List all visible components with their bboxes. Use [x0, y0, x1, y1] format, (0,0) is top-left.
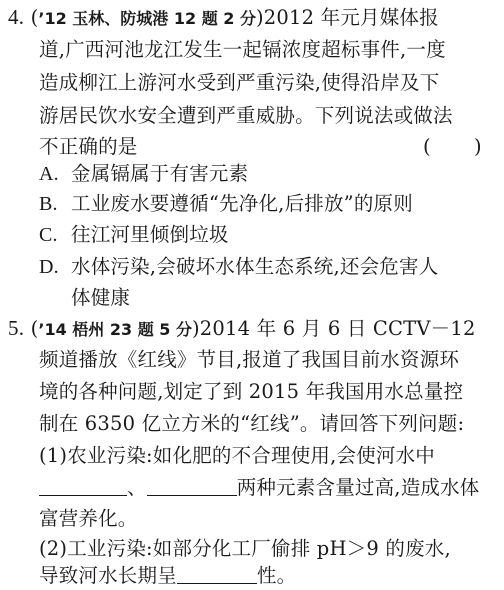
q5-source: ’14 梧州 23 题 5 分 — [38, 320, 192, 339]
q4-stem-line3: 造成柳江上游河水受到严重污染,使得沿岸及下 — [39, 71, 440, 94]
q4-number: 4. — [8, 5, 25, 29]
q4-stem-line2: 道,广西河池龙江发生一起镉浓度超标事件,一度 — [39, 38, 446, 61]
q5-source-open: ( — [30, 317, 39, 340]
q5-stem-line1: 2014 年 6 月 6 日 CCTV－12 — [199, 317, 476, 340]
q5-sub2-line1: (2)工业污染:如部分化工厂偷排 pH＞9 的废水, — [39, 537, 451, 560]
q4-source-open: ( — [30, 6, 39, 29]
q5-sub2-tail: 性。 — [256, 564, 297, 587]
q4-option-b — [39, 190, 413, 218]
q5-sub1-line3: 富营养化。 — [39, 507, 138, 530]
q4-stem-line1: 2012 年元月媒体报 — [263, 6, 439, 29]
q5-sub1-line2 — [39, 474, 480, 502]
q4-option-d-letter: D. — [39, 256, 59, 278]
q4-answer-paren-close: ) — [474, 135, 482, 158]
q4-source-close: ) — [255, 6, 264, 29]
q4-option-b-letter: B. — [39, 193, 58, 215]
q4-option-b-text: 工业废水要遵循“先净化,后排放”的原则 — [71, 192, 413, 215]
q5-stem-line2: 频道播放《红线》节目,报道了我国目前水资源环 — [39, 348, 460, 371]
q4-option-d-text-cont: 体健康 — [71, 286, 131, 309]
q5-stem-line4: 制在 6350 亿立方米的“红线”。请回答下列问题: — [39, 412, 465, 435]
q4-option-a — [39, 160, 248, 188]
q4-option-d-text: 水体污染,会破坏水体生态系统,还会危害人 — [71, 255, 439, 278]
q5-sub2-blank[interactable] — [177, 563, 257, 584]
q5-sub2-line2 — [39, 562, 296, 590]
q4-header-line — [8, 3, 439, 33]
q5-sub2-head: 导致河水长期呈 — [39, 564, 177, 587]
q4-stem-line4: 游居民饮水安全遭到严重威胁。下列说法或做法 — [39, 104, 453, 127]
q5-source-close: ) — [191, 317, 200, 340]
q5-number: 5. — [8, 316, 25, 340]
q5-header-line — [8, 314, 476, 344]
q4-option-a-text: 金属镉属于有害元素 — [71, 162, 249, 185]
q4-option-a-letter: A. — [39, 163, 59, 185]
q4-stem-line5: 不正确的是 — [39, 135, 138, 158]
q5-sub1-separator: 、 — [127, 476, 147, 499]
q4-option-c-text: 往江河里倾倒垃圾 — [71, 223, 229, 246]
q5-stem-line3: 境的各种问题,划定了到 2015 年我国用水总量控 — [39, 380, 464, 403]
q4-source: ’12 玉林、防城港 12 题 2 分 — [38, 9, 256, 28]
q5-sub1-blank-1[interactable] — [39, 475, 127, 496]
q5-sub1-tail: 两种元素含量过高,造成水体 — [236, 476, 480, 499]
q4-option-d — [39, 253, 438, 281]
q4-answer-paren-open: ( — [423, 135, 431, 158]
q4-option-c-letter: C. — [39, 224, 58, 246]
q4-option-c — [39, 221, 229, 249]
q5-sub1-line1: (1)农业污染:如化肥的不合理使用,会使河水中 — [39, 444, 435, 467]
q5-sub1-blank-2[interactable] — [147, 475, 237, 496]
